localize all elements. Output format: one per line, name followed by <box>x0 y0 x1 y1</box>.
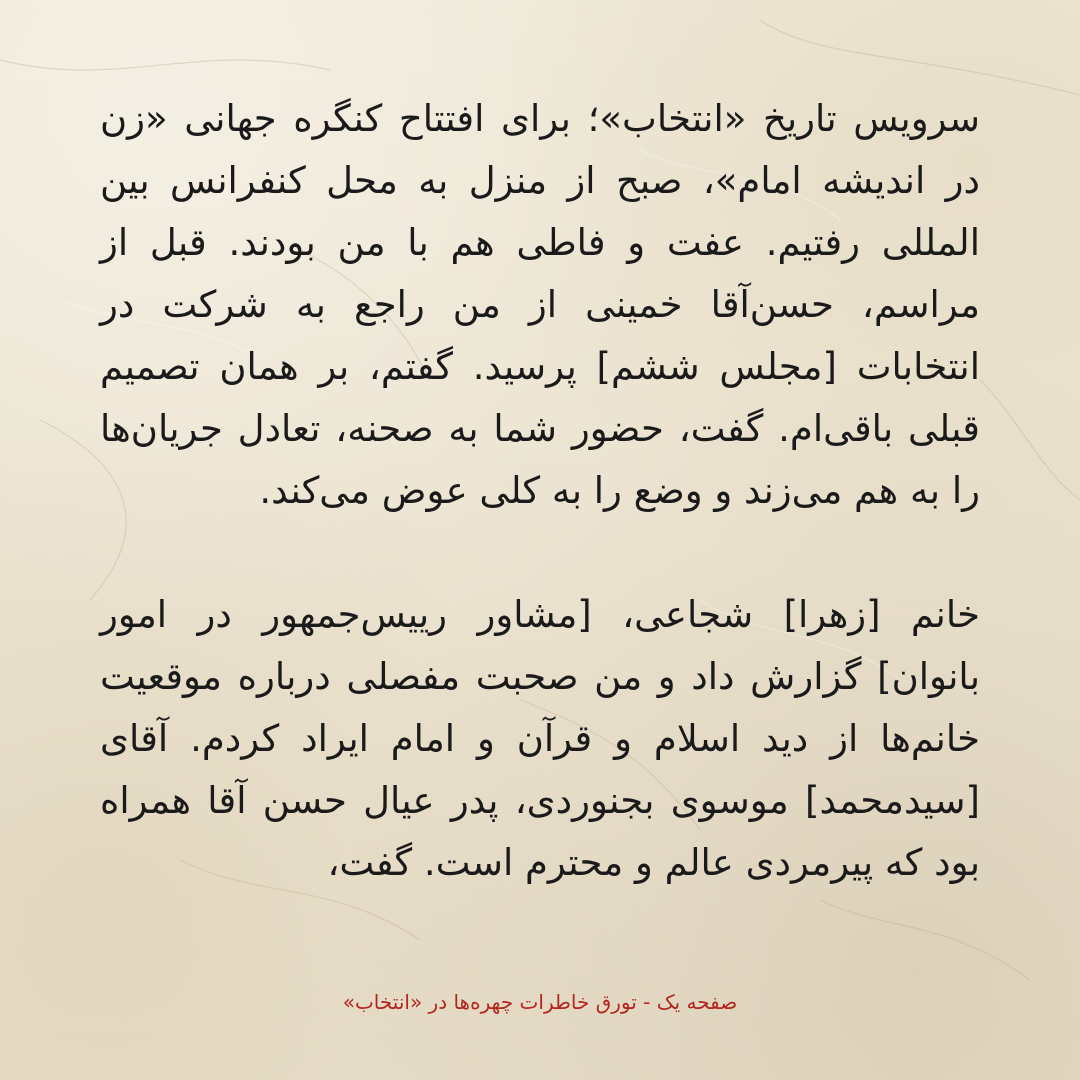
page-footer-caption: صفحه یک - تورق خاطرات چهره‌ها در «انتخاب» <box>342 990 738 1014</box>
paragraph-1: سرویس تاریخ «انتخاب»؛ برای افتتاح کنگره جهانی «زن در اندیشه امام»، صبح از منزل به محل کنفرانس بین المللی رفتیم. عفت و فاطی هم با من بودند. قبل از مراسم، حسن‌آقا خمینی از من راجع به شرکت در انتخابات [مجلس ششم] پرسید. گفتم، بر همان تصمیم قبلی باقی‌ام. گفت، حضور شما به صحنه، تعادل جریان‌ها را به هم می‌زند و وضع را به کلی عوض می‌کند. <box>100 97 980 512</box>
paragraph-2: خانم [زهرا] شجاعی، [مشاور رییس‌جمهور در امور بانوان] گزارش داد و من صحبت مفصلی درباره موقعیت خانم‌ها از دید اسلام و قرآن و امام ایراد کردم. آقای [سیدمحمد] موسوی بجنوردی، پدر عیال حسن آقا همراه بود که پیرمردی عالم و محترم است. گفت، <box>100 593 980 884</box>
memoir-text-block <box>100 88 980 988</box>
